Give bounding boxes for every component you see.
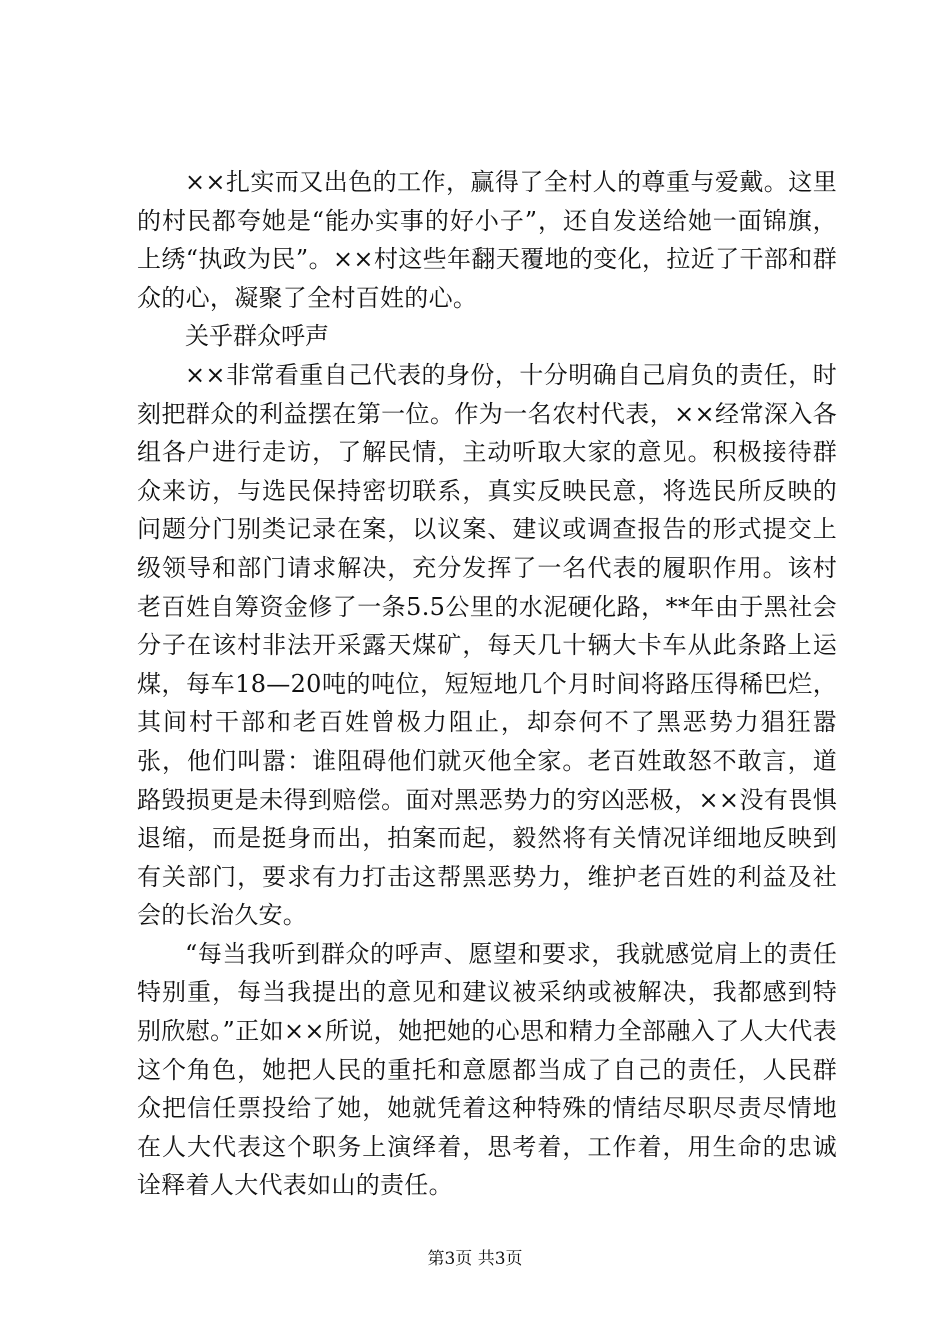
page-number-footer: 第3页 共3页 (427, 1249, 523, 1269)
paragraph-achievement: ××扎实而又出色的工作，赢得了全村人的尊重与爱戴。这里的村民都夸她是“能办实事的好小子”，还自发送给她一面锦旗，上绣“执政为民”。××村这些年翻天覆地的变化，拉近了干部和群众的心，凝聚了全村百姓的心。 (137, 168, 837, 312)
paragraph-quote: “每当我听到群众的呼声、愿望和要求，我就感觉肩上的责任特别重，每当我提出的意见和建议被采纳或被解决，我都感到特别欣慰。”正如××所说，她把她的心思和精力全部融入了人大代表这个角色，她把人民的重托和意愿都当成了自己的责任，人民群众把信任票投给了她，她就凭着这种特殊的情结尽职尽责尽情地在人大代表这个职务上演绎着，思考着，工作着，用生命的忠诚诠释着人大代表如山的责任。 (137, 939, 837, 1200)
paragraph-representative-duty: ××非常看重自己代表的身份，十分明确自己肩负的责任，时刻把群众的利益摆在第一位。作为一名农村代表，××经常深入各组各户进行走访，了解民情，主动听取大家的意见。积极接待群众来访，与选民保持密切联系，真实反映民意，将选民所反映的问题分门别类记录在案，以议案、建议或调查报告的形式提交上级领导和部门请求解决，充分发挥了一名代表的履职作用。该村老百姓自筹资金修了一条5.5公里的水泥硬化路，**年由于黑社会分子在该村非法开采露天煤矿，每天几十辆大卡车从此条路上运煤，每车18—20吨的吨位，短短地几个月时间将路压得稀巴烂，其间村干部和老百姓曾极力阻止，却奈何不了黑恶势力猖狂嚣张，他们叫嚣：谁阻碍他们就灭他全家。老百姓敢怒不敢言，道路毁损更是未得到赔偿。面对黑恶势力的穷凶恶极，××没有畏惧退缩，而是挺身而出，拍案而起，毅然将有关情况详细地反映到有关部门，要求有力打击这帮黑恶势力，维护老百姓的利益及社会的长治久安。 (137, 360, 837, 930)
document-body (137, 163, 837, 1205)
section-heading: 关乎群众呼声 (185, 322, 329, 351)
